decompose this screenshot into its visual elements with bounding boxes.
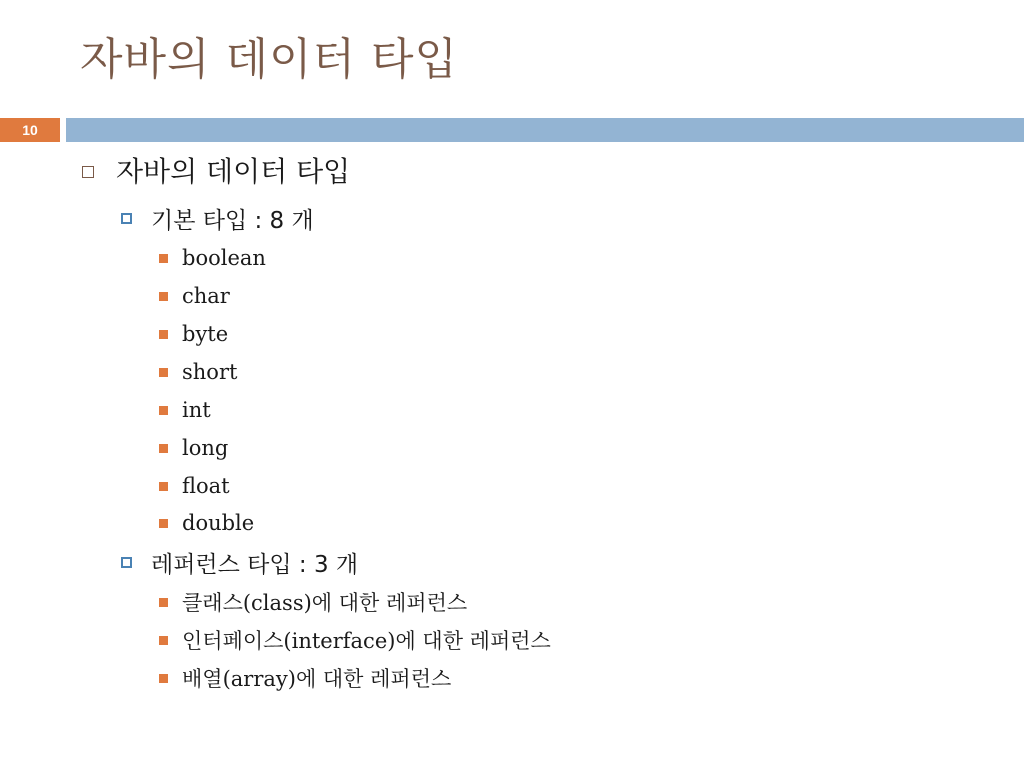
group-reference-types	[121, 545, 358, 579]
filled-square-bullet-icon	[159, 598, 168, 607]
filled-square-bullet-icon	[159, 292, 168, 301]
list-item	[159, 357, 237, 387]
list-item-text: 배열(array)에 대한 레퍼런스	[182, 667, 452, 691]
outline-heading-text: 자바의 데이터 타입	[116, 155, 351, 188]
square-bullet-icon	[121, 213, 132, 224]
filled-square-bullet-icon	[159, 636, 168, 645]
filled-square-bullet-icon	[159, 444, 168, 453]
list-item-text: int	[182, 398, 211, 422]
list-item-text: 인터페이스(interface)에 대한 레퍼런스	[182, 629, 551, 653]
list-item-text: double	[182, 511, 255, 535]
list-item-text: long	[182, 436, 229, 460]
outline-heading	[82, 150, 350, 190]
list-item-text: 클래스(class)에 대한 레퍼런스	[182, 591, 468, 615]
list-item-text: float	[182, 474, 230, 498]
hollow-square-bullet-icon	[82, 166, 94, 178]
filled-square-bullet-icon	[159, 368, 168, 377]
filled-square-bullet-icon	[159, 406, 168, 415]
list-item-text: byte	[182, 322, 229, 346]
list-item	[159, 395, 211, 425]
slide-title: 자바의 데이터 타입	[80, 34, 459, 85]
list-item	[159, 625, 551, 655]
list-item	[159, 433, 228, 463]
group-label: 기본 타입 : 8 개	[151, 207, 314, 234]
list-item-text: boolean	[182, 246, 266, 270]
list-item	[159, 508, 254, 538]
list-item	[159, 243, 266, 273]
group-label: 레퍼런스 타입 : 3 개	[151, 551, 359, 578]
list-item	[159, 587, 467, 617]
group-primitive-types	[121, 201, 314, 235]
filled-square-bullet-icon	[159, 482, 168, 491]
filled-square-bullet-icon	[159, 674, 168, 683]
list-item	[159, 471, 230, 501]
list-item-text: char	[182, 284, 230, 308]
filled-square-bullet-icon	[159, 330, 168, 339]
filled-square-bullet-icon	[159, 254, 168, 263]
list-item	[159, 663, 451, 693]
filled-square-bullet-icon	[159, 519, 168, 528]
list-item	[159, 319, 228, 349]
list-item-text: short	[182, 360, 238, 384]
list-item	[159, 281, 230, 311]
square-bullet-icon	[121, 557, 132, 568]
slide-number: 10	[0, 118, 60, 142]
